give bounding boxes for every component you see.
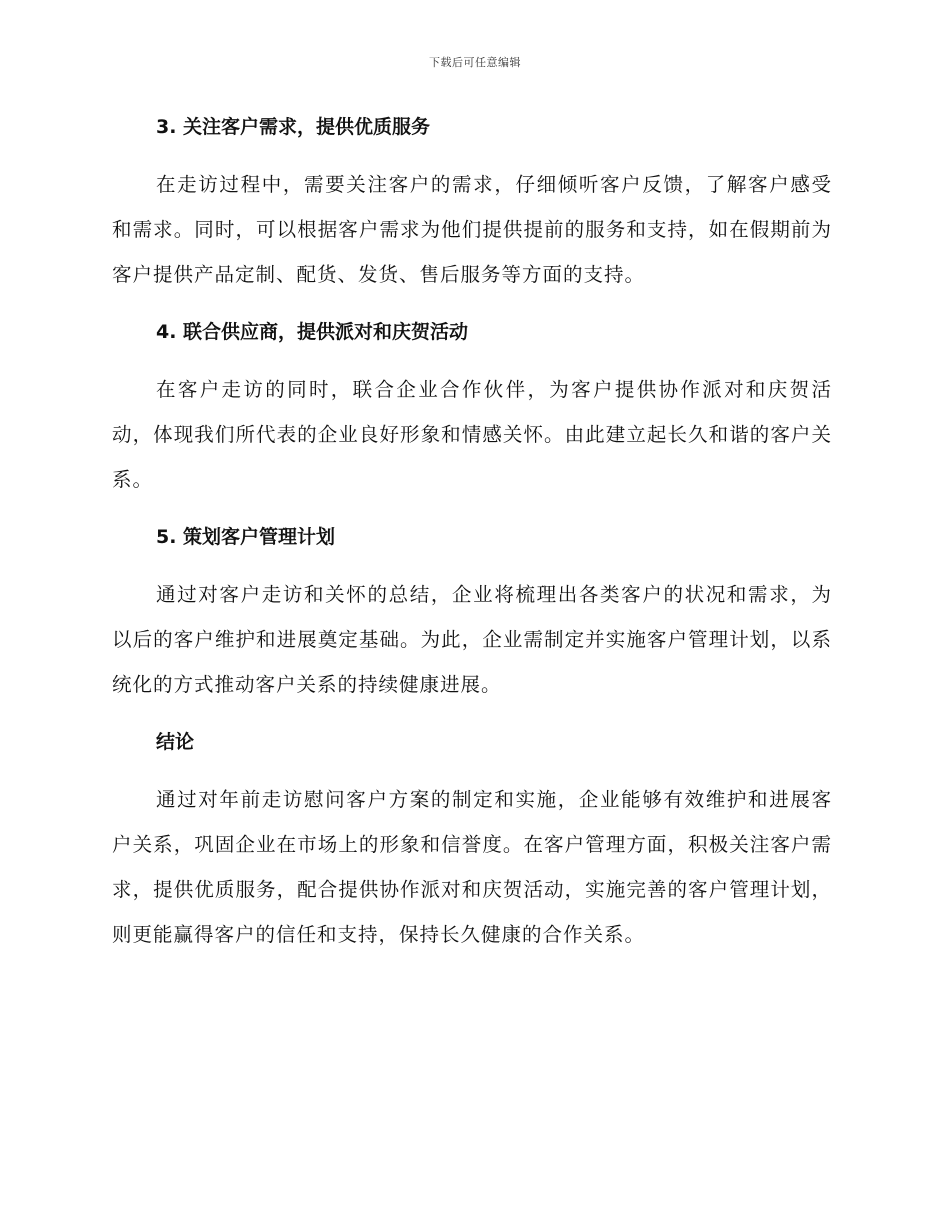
section-heading-4: 4. 联合供应商，提供派对和庆贺活动 bbox=[156, 321, 469, 343]
conclusion-heading: 结论 bbox=[156, 731, 195, 753]
page-header-note: 下载后可任意编辑 bbox=[429, 56, 521, 69]
section-paragraph-3: 在走访过程中，需要关注客户的需求，仔细倾听客户反馈，了解客户感受和需求。同时，可以根据客户需求为他们提供提前的服务和支持，如在假期前为客户提供产品定制、配货、发货、售后服务等方面的支持。 bbox=[112, 173, 832, 286]
section-paragraph-4: 在客户走访的同时，联合企业合作伙伴，为客户提供协作派对和庆贺活动，体现我们所代表的企业良好形象和情感关怀。由此建立起长久和谐的客户关系。 bbox=[112, 378, 832, 491]
document-body bbox=[112, 112, 832, 977]
section-heading-5: 5. 策划客户管理计划 bbox=[156, 526, 336, 548]
section-heading-3: 3. 关注客户需求，提供优质服务 bbox=[156, 116, 431, 138]
section-paragraph-5: 通过对客户走访和关怀的总结，企业将梳理出各类客户的状况和需求，为以后的客户维护和进展奠定基础。为此，企业需制定并实施客户管理计划，以系统化的方式推动客户关系的持续健康进展。 bbox=[112, 583, 832, 696]
conclusion-paragraph: 通过对年前走访慰问客户方案的制定和实施，企业能够有效维护和进展客户关系，巩固企业在市场上的形象和信誉度。在客户管理方面，积极关注客户需求，提供优质服务，配合提供协作派对和庆贺活动，实施完善的客户管理计划，则更能赢得客户的信任和支持，保持长久健康的合作关系。 bbox=[112, 788, 832, 946]
